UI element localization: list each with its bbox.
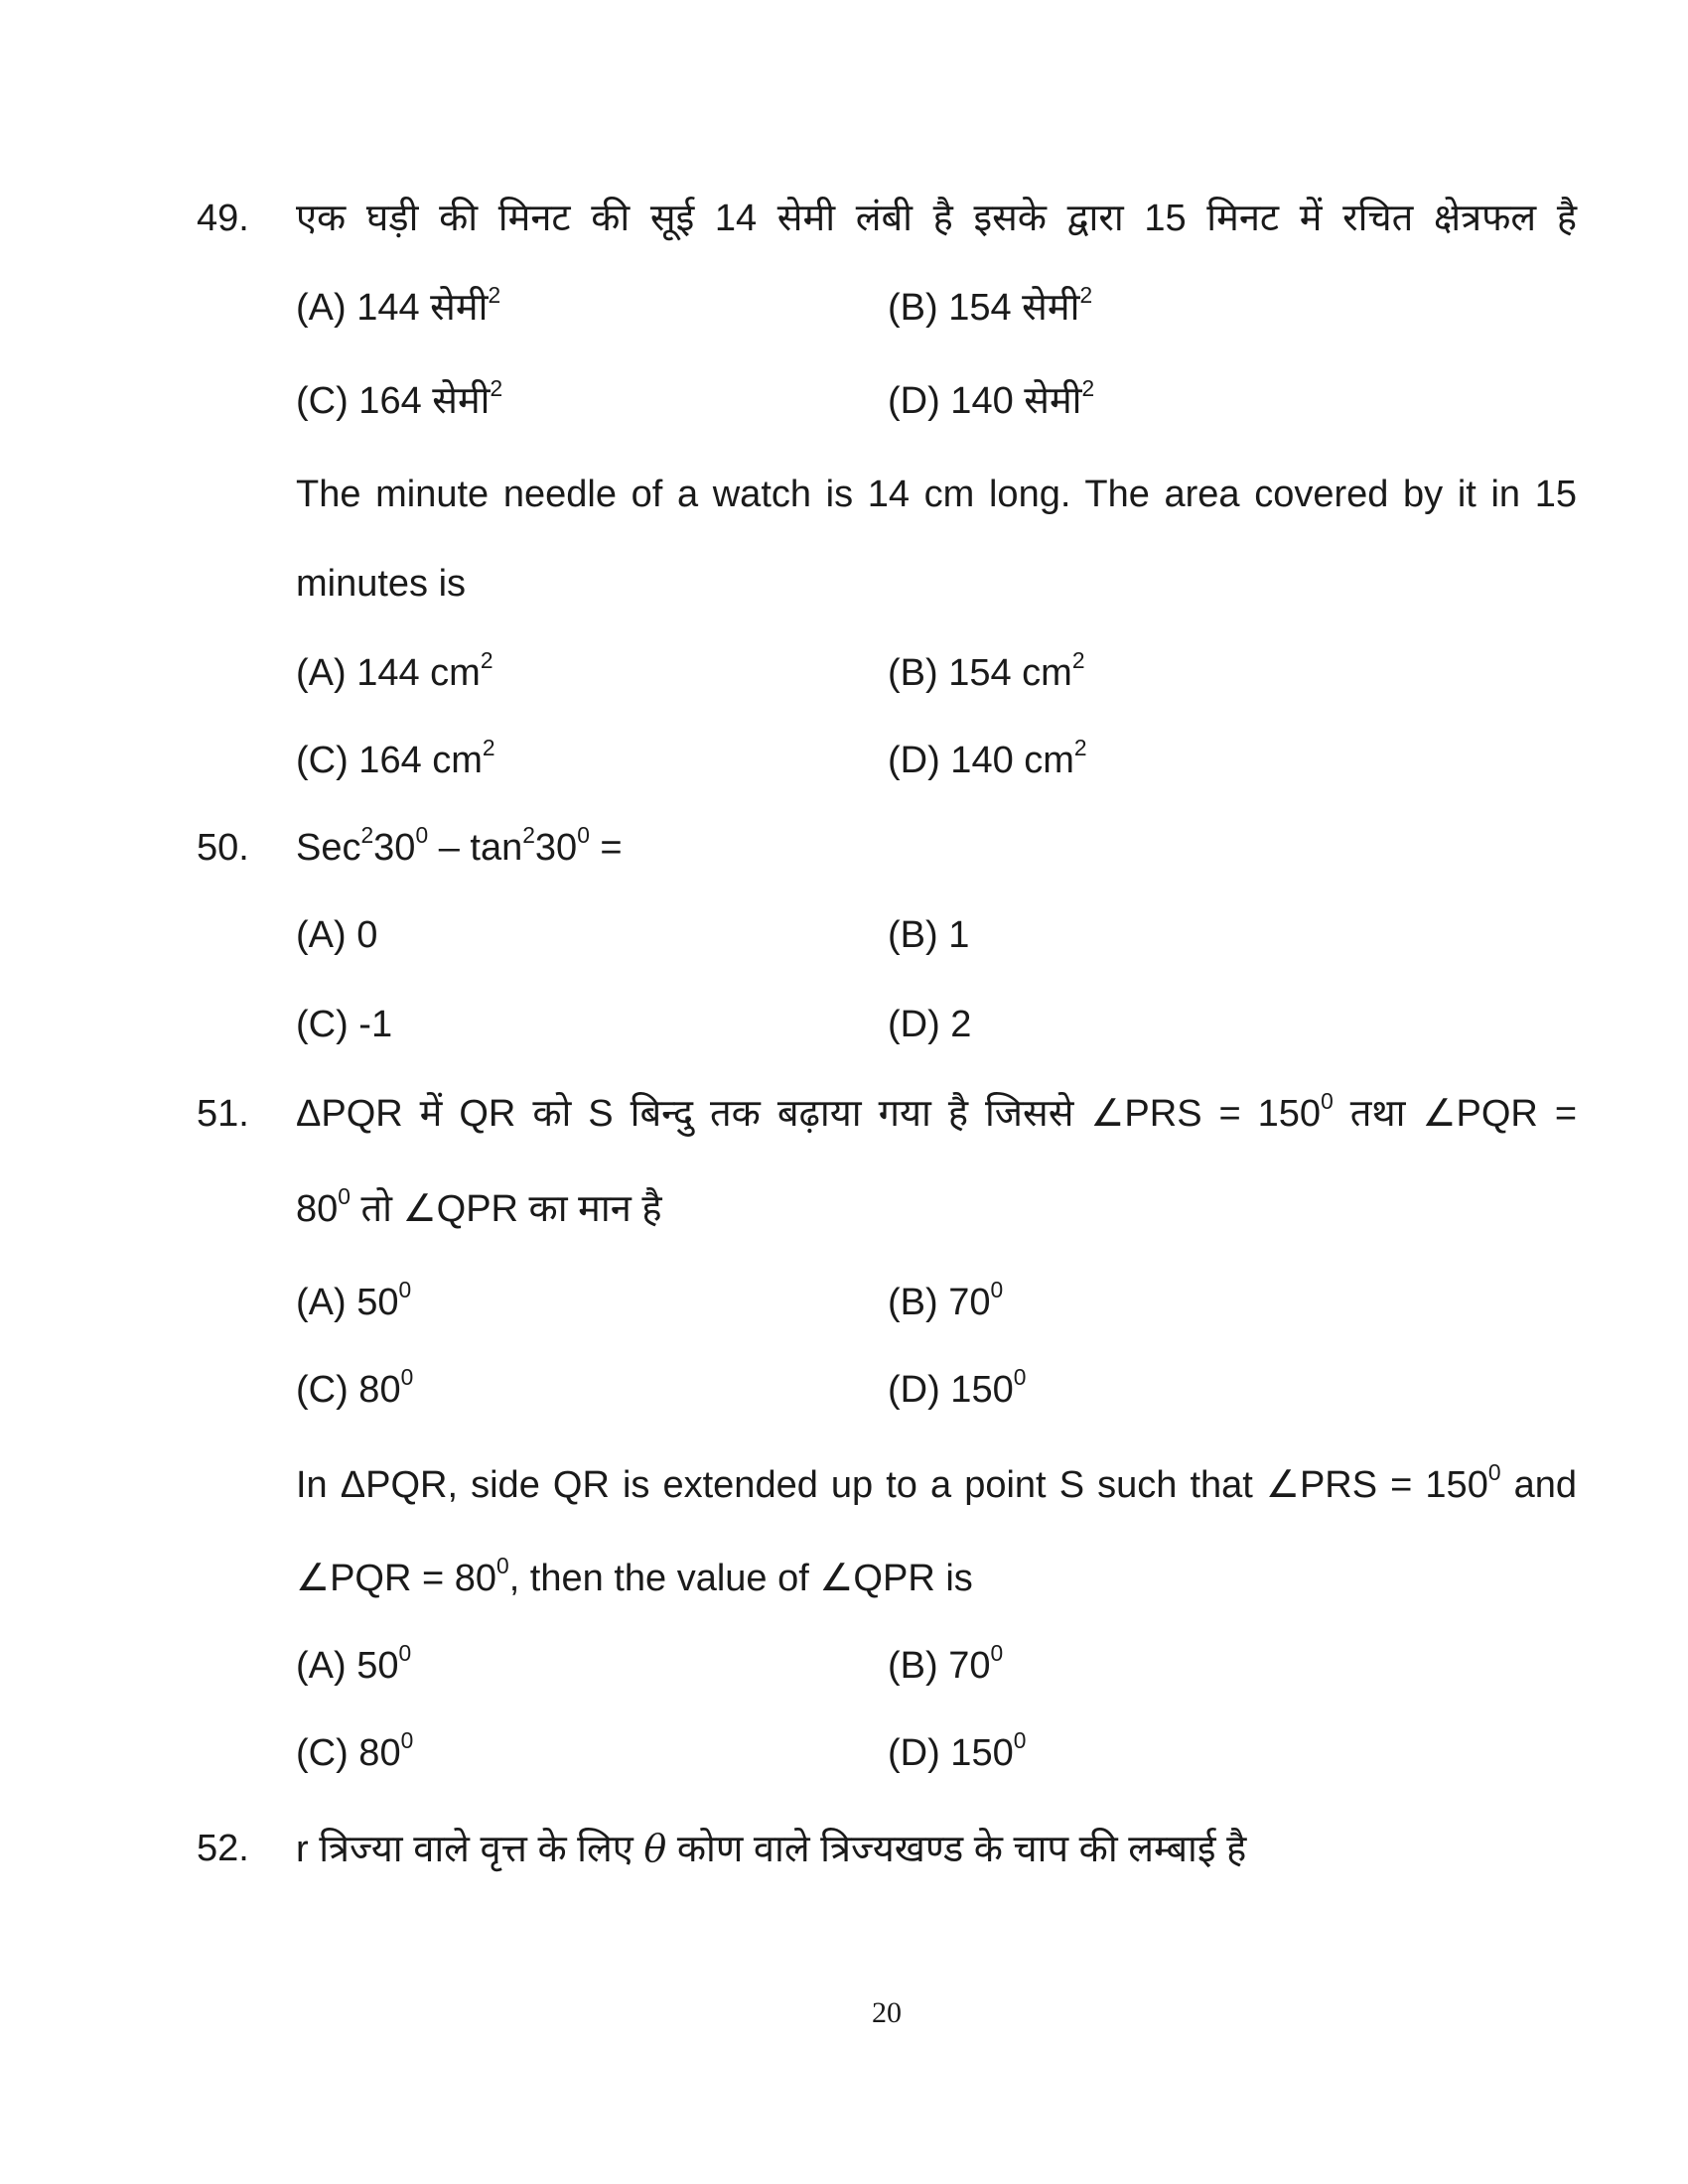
superscript: 0: [990, 1639, 1004, 1666]
option-c: [296, 1726, 414, 1777]
text-part: In ΔPQR, side QR is extended up to a point S such that ∠PRS = 150: [296, 1464, 1488, 1506]
option-a: [296, 1639, 412, 1690]
option-label: (B) 154 सेमी: [888, 287, 1080, 329]
superscript: 0: [338, 1182, 351, 1209]
superscript: 0: [577, 821, 590, 848]
text-part: तथा ∠PQR =: [1333, 1093, 1578, 1135]
option-c: [296, 734, 495, 784]
question-number: 50.: [197, 827, 249, 869]
option-label: (A) 144 सेमी: [296, 287, 489, 329]
superscript: 2: [1071, 646, 1085, 673]
question-text-hindi: [296, 1087, 1578, 1138]
option-a: [296, 281, 501, 332]
question-text-english-cont: minutes is: [296, 563, 467, 605]
option-label: (A) 50: [296, 1282, 399, 1323]
text-part: तो ∠QPR का मान है: [350, 1188, 662, 1230]
option-label: (C) 80: [296, 1369, 401, 1411]
text-part: =: [589, 827, 623, 869]
option-label: (B) 70: [888, 1282, 991, 1323]
superscript: 0: [398, 1639, 412, 1666]
superscript: 0: [496, 1552, 509, 1578]
text-part: and: [1500, 1464, 1577, 1506]
option-b: [888, 281, 1093, 332]
superscript: 2: [480, 646, 493, 673]
superscript: 0: [1487, 1458, 1501, 1485]
superscript: 0: [415, 821, 429, 848]
text-part: – tan: [428, 827, 523, 869]
option-a: [296, 1276, 412, 1326]
question-text: [296, 821, 623, 872]
superscript: 0: [400, 1726, 414, 1753]
option-b: [888, 646, 1085, 697]
text-part: ∠PQR = 80: [296, 1558, 496, 1599]
text-part: 80: [296, 1188, 339, 1230]
question-number: 51.: [197, 1093, 249, 1135]
option-c: (C) -1: [296, 1004, 393, 1045]
superscript: 2: [360, 821, 374, 848]
superscript: 2: [488, 281, 501, 308]
theta-symbol: θ: [643, 1827, 667, 1870]
option-label: (C) 164 सेमी: [296, 380, 491, 422]
superscript: 0: [1013, 1726, 1027, 1753]
text-part: , then the value of ∠QPR is: [508, 1558, 973, 1599]
question-text-english: The minute needle of a watch is 14 cm long. The area covered by it in 15: [296, 474, 1577, 515]
superscript: 0: [398, 1276, 412, 1302]
superscript: 2: [1081, 374, 1095, 401]
option-label: (D) 150: [888, 1369, 1014, 1411]
superscript: 0: [1013, 1363, 1027, 1390]
option-c: [296, 1363, 414, 1414]
option-label: (A) 144 cm: [296, 652, 481, 694]
text-part: कोण वाले त्रिज्यखण्ड के चाप की लम्बाई है: [666, 1829, 1247, 1870]
option-label: (D) 150: [888, 1732, 1014, 1774]
question-number: 52.: [197, 1828, 249, 1869]
superscript: 2: [522, 821, 535, 848]
text-part: 30: [534, 827, 578, 869]
question-text-hindi: [296, 1825, 1246, 1873]
option-b: [888, 1276, 1004, 1326]
page-number: 20: [872, 1996, 902, 2029]
option-label: (C) 164 cm: [296, 740, 483, 781]
text-part: Sec: [296, 827, 361, 869]
option-d: (D) 2: [888, 1004, 972, 1045]
option-d: [888, 1363, 1027, 1414]
superscript: 2: [490, 374, 503, 401]
text-part: 30: [373, 827, 416, 869]
question-text-hindi-cont: [296, 1182, 662, 1233]
question-number: 49.: [197, 198, 249, 239]
option-label: (D) 140 cm: [888, 740, 1074, 781]
option-b: (B) 1: [888, 914, 970, 956]
option-label: (D) 140 सेमी: [888, 380, 1082, 422]
option-label: (C) 80: [296, 1732, 401, 1774]
superscript: 0: [1321, 1087, 1334, 1114]
option-label: (B) 70: [888, 1645, 991, 1687]
option-c: [296, 374, 503, 425]
option-b: [888, 1639, 1004, 1690]
option-label: (B) 154 cm: [888, 652, 1072, 694]
superscript: 2: [482, 734, 495, 760]
text-part: ΔPQR में QR को S बिन्दु तक बढ़ाया गया है जिससे ∠PRS = 150: [296, 1093, 1322, 1135]
option-label: (A) 50: [296, 1645, 399, 1687]
option-d: [888, 1726, 1027, 1777]
question-text-english: [296, 1458, 1577, 1509]
superscript: 0: [990, 1276, 1004, 1302]
text-part: r त्रिज्या वाले वृत्त के लिए: [296, 1829, 644, 1870]
superscript: 2: [1073, 734, 1087, 760]
superscript: 0: [400, 1363, 414, 1390]
option-d: [888, 734, 1087, 784]
option-a: [296, 646, 493, 697]
superscript: 2: [1079, 281, 1093, 308]
question-text-hindi: एक घड़ी की मिनट की सूई 14 सेमी लंबी है इसके द्वारा 15 मिनट में रचित क्षेत्रफल है: [296, 198, 1577, 239]
option-a: (A) 0: [296, 914, 378, 956]
question-text-english-cont: [296, 1552, 973, 1602]
option-d: [888, 374, 1095, 425]
